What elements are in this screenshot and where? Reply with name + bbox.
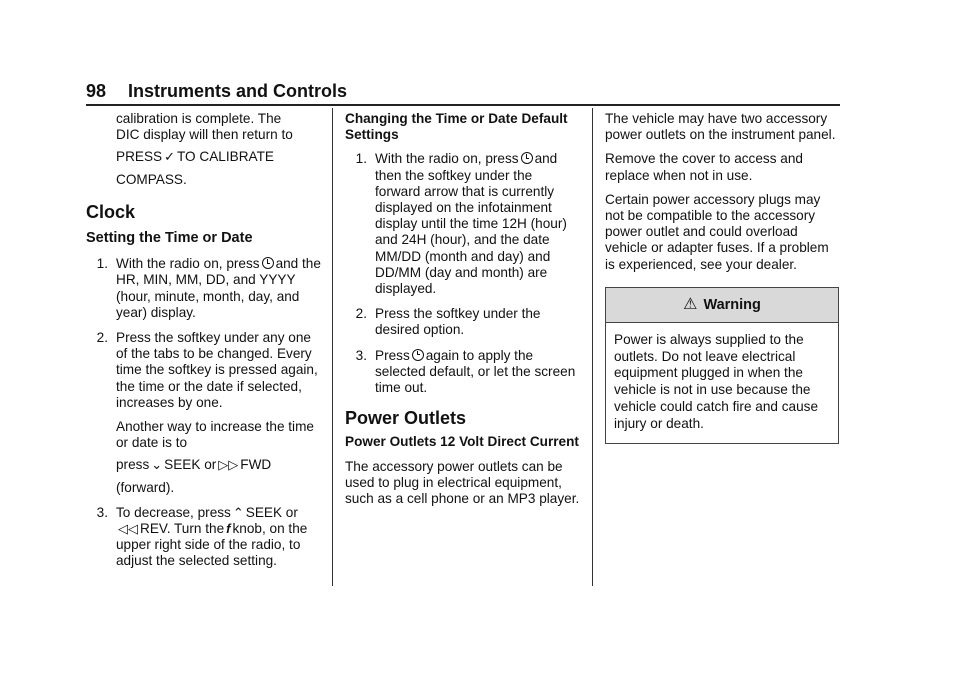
steps-list — [86, 256, 322, 569]
steps-list — [345, 151, 581, 396]
warning-box — [605, 287, 839, 444]
column-3 — [605, 111, 841, 444]
column-1 — [86, 111, 322, 579]
paragraph: The vehicle may have two accessory power outlets on the instrument panel. — [605, 111, 836, 143]
warning-text: Power is always supplied to the outlets. Do not leave electrical equipment plugged in when the vehicle is not in use because the vehicle could catch fire and cause injury or death. — [614, 331, 819, 431]
seek-down-icon: ⌃ — [232, 504, 244, 520]
list-item: 3. Press again to apply the selected default, or let the screen time out. — [355, 347, 576, 396]
tune-knob-icon: f — [226, 521, 231, 537]
list-item: 2. Press the softkey under any one of the tabs to be changed. Every time the softkey is pressed again, the time or the date if selected, increases by one. Another way to increase the time or date is to press ⌄ SEEK or ▷▷ FWD (forward). — [96, 330, 318, 495]
warning-title: Warning — [703, 296, 761, 313]
checkmark-icon: ✓ — [164, 149, 175, 165]
list-item: 3. To decrease, press ⌃ SEEK or ◁◁ REV. Turn the f knob, on the upper right side of the radio, to adjust the selected setting. — [96, 504, 308, 569]
section-heading-clock: Clock — [86, 201, 136, 222]
subheading-default-settings: Changing the Time or Date Default Settings — [345, 111, 568, 143]
list-item: 1. With the radio on, press and the HR, MIN, MM, DD, and YYYY (hour, minute, month, day, and year) display. — [96, 256, 321, 320]
subheading-12-volt: Power Outlets 12 Volt Direct Current — [345, 434, 579, 450]
column-divider — [592, 108, 593, 586]
rewind-icon: ◁◁ — [118, 521, 138, 537]
column-divider — [332, 108, 333, 586]
power-paragraph: The accessory power outlets can be used to plug in electrical equipment, such as a cell phone or an MP3 player. — [345, 458, 580, 507]
warning-icon: ⚠ — [683, 295, 698, 313]
subheading-setting-time: Setting the Time or Date — [86, 230, 253, 247]
column-2 — [345, 111, 581, 515]
page-number: 98 — [86, 81, 107, 101]
paragraph: Certain power accessory plugs may not be compatible to the accessory power outlet and could overload vehicle or adapter fuses. If a problem is experienced, see your dealer. — [605, 191, 829, 272]
page-title: Instruments and Controls — [128, 81, 348, 101]
clock-icon — [521, 152, 533, 164]
fast-forward-icon: ▷▷ — [218, 457, 239, 473]
page-header — [86, 80, 840, 106]
clock-icon — [412, 349, 424, 361]
seek-up-icon: ⌄ — [151, 457, 163, 473]
list-item: 2. Press the softkey under the desired option. — [355, 306, 541, 338]
intro-paragraph: calibration is complete. The DIC display will then return to PRESS ✓ TO CALIBRATE COMPASS. — [116, 111, 293, 187]
clock-icon — [262, 257, 274, 269]
list-item: 1. With the radio on, press and then the softkey under the forward arrow that is currently displayed on the infotainment display until the time 12H (hour) and 24H (hour), and the date MM/DD (month and day) and DD/MM (day and month) are displayed. — [355, 151, 567, 297]
warning-header — [606, 288, 838, 323]
section-heading-power-outlets: Power Outlets — [345, 408, 467, 429]
paragraph: Remove the cover to access and replace when not in use. — [605, 151, 803, 183]
